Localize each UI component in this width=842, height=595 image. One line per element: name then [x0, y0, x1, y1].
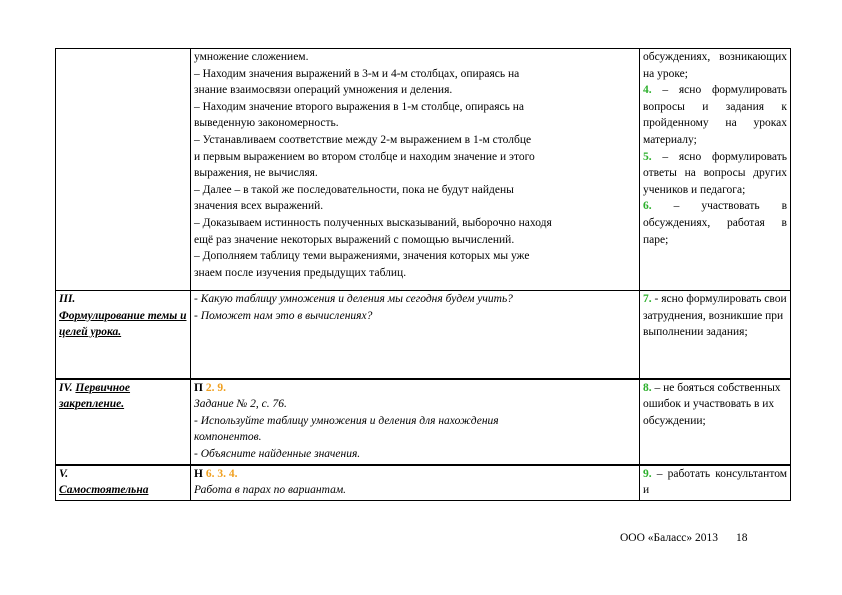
activity-line: значения всех выражений. [194, 200, 324, 213]
activity-line: – Находим значения выражений в 3-м и 4-м столбцах, опираясь на [194, 67, 520, 80]
skill-text: – участвовать в обсуждениях, работая в паре; [643, 200, 788, 246]
skill-number: 6. [643, 200, 652, 213]
stage-cell [56, 465, 191, 501]
activity-type-letter: Н [194, 467, 203, 480]
activity-line: и первым выражением во втором столбце и находим значение и этого [194, 150, 535, 163]
activity-line: выведенную закономерность. [194, 117, 339, 130]
skills-cell [640, 379, 791, 465]
skill-text: – не бояться собственных ошибок и участвовать в их обсуждении; [643, 381, 781, 427]
stage-number: IV. [59, 381, 73, 394]
stage-number: III. [59, 293, 76, 305]
activity-line: компонентов. [194, 431, 262, 444]
stage-cell [56, 291, 191, 379]
activity-line: – Доказываем истинность полученных высказываний, выборочно находя [194, 216, 552, 229]
activity-line: умножение сложением. [194, 51, 309, 63]
skills-cell [640, 291, 791, 379]
table-row [56, 291, 791, 379]
stage-cell [56, 379, 191, 465]
table-row [56, 379, 791, 465]
skills-cell [640, 49, 791, 291]
skill-text: - ясно формулировать свои затруднения, возникшие при выполнении задания; [643, 293, 787, 339]
skill-text: – ясно формулировать ответы на вопросы других учеников и педагога; [643, 150, 787, 196]
page-footer [620, 532, 748, 544]
skill-reference: 6. [205, 467, 215, 480]
activity-line: Работа в парах по вариантам. [194, 484, 347, 497]
skill-number: 9. [643, 467, 652, 480]
activity-line: ещё раз значение некоторых выражений с помощью вычислений. [194, 233, 515, 246]
skill-reference: 2. [205, 381, 215, 394]
activity-line: - Поможет нам это в вычислениях? [194, 309, 373, 322]
skills-cell [640, 465, 791, 501]
publisher-text: ООО «Баласс» 2013 [620, 532, 719, 544]
activity-line: – Устанавливаем соответствие между 2-м выражением в 1-м столбце [194, 133, 532, 146]
stage-title: Формулирование темы и целей урока. [59, 309, 187, 339]
skill-number: 4. [643, 84, 652, 97]
activity-line: – Дополняем таблицу теми выражениями, значения которых мы уже [194, 250, 530, 263]
stage-number: V. [59, 467, 69, 480]
activity-line: выражения, не вычисляя. [194, 167, 318, 180]
skill-reference: 4. [228, 467, 238, 480]
activity-line: - Объясните найденные значения. [194, 447, 361, 460]
skill-reference: 3. [217, 467, 226, 480]
skill-text: обсуждениях, возникающих на уроке; [643, 51, 787, 80]
activity-cell [191, 465, 640, 501]
activity-line: знание взаимосвязи операций умножения и деления. [194, 84, 453, 97]
skill-reference: 9. [217, 381, 226, 394]
activity-line: – Далее – в такой же последовательности, пока не будут найдены [194, 183, 514, 196]
table-row [56, 465, 791, 501]
task-reference: Задание № 2, с. 76. [194, 398, 287, 411]
skill-text: – ясно формулировать вопросы и задания к пройденному на уроках материалу; [643, 84, 787, 146]
activity-type-letter: П [194, 381, 203, 394]
page-number: 18 [736, 532, 748, 544]
activity-line: - Какую таблицу умножения и деления мы сегодня будем учить? [194, 293, 513, 305]
stage-cell [56, 49, 191, 291]
table-row [56, 49, 791, 291]
activity-line: - Используйте таблицу умножения и деления для нахождения [194, 414, 499, 427]
skill-number: 5. [643, 150, 652, 163]
skill-text: – работать консультантом и [643, 467, 787, 497]
activity-line: знаем после изучения предыдущих таблиц. [194, 266, 407, 279]
activity-cell [191, 379, 640, 465]
activity-cell [191, 291, 640, 379]
stage-title: Самостоятельна [59, 484, 149, 497]
lesson-plan-table [55, 48, 791, 501]
skill-number: 7. [643, 293, 652, 305]
activity-cell [191, 49, 640, 291]
stage-title: Первичное закрепление. [59, 381, 131, 411]
activity-line: – Находим значение второго выражения в 1-м столбце, опираясь на [194, 100, 525, 113]
skill-number: 8. [643, 381, 652, 394]
